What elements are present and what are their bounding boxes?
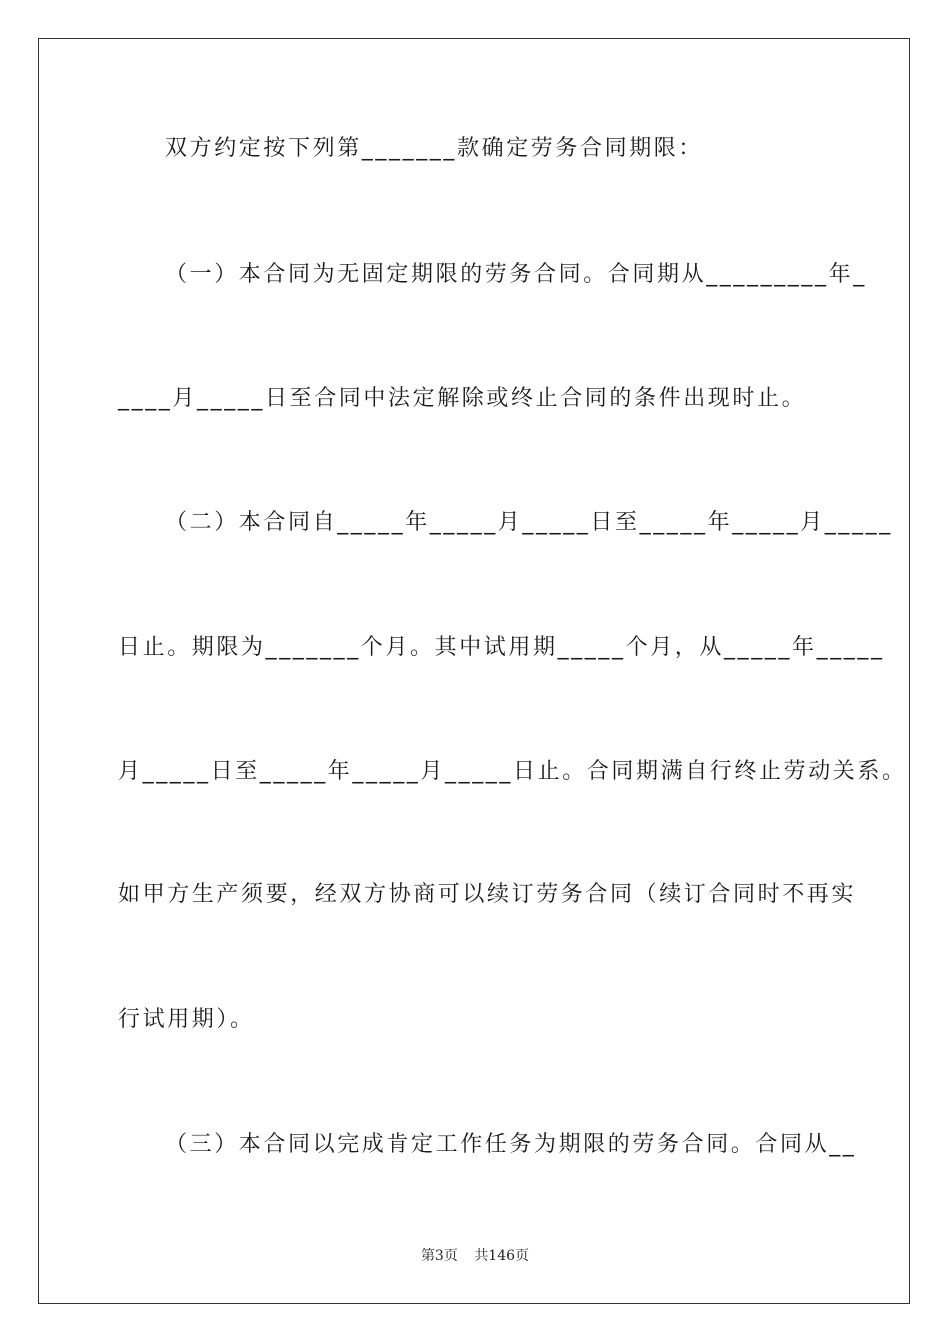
paragraph-line-2: （一）本合同为无固定期限的劳务合同。合同期从_________年_ xyxy=(165,262,867,287)
paragraph-line-3: ____月_____日至合同中法定解除或终止合同的条件出现时止。 xyxy=(118,386,807,411)
paragraph-line-8: 行试用期）。 xyxy=(118,1007,255,1032)
total-pages: 共146页 xyxy=(474,1248,530,1264)
page-footer xyxy=(0,1246,950,1266)
paragraph-line-1: 双方约定按下列第_______款确定劳务合同期限： xyxy=(165,136,704,161)
page-number: 第3页 xyxy=(420,1248,458,1264)
paragraph-line-9: （三）本合同以完成肯定工作任务为期限的劳务合同。合同从__ xyxy=(165,1132,857,1157)
paragraph-line-4: （二）本合同自_____年_____月_____日至_____年_____月_____ xyxy=(165,510,893,535)
page-border xyxy=(38,38,910,1304)
paragraph-line-5: 日止。期限为_______个月。其中试用期_____个月，从_____年_____ xyxy=(118,635,885,660)
paragraph-line-7: 如甲方生产须要，经双方协商可以续订劳务合同（续订合同时不再实 xyxy=(118,882,857,907)
paragraph-line-6: 月_____日至_____年_____月_____日止。合同期满自行终止劳动关系。 xyxy=(118,759,907,784)
